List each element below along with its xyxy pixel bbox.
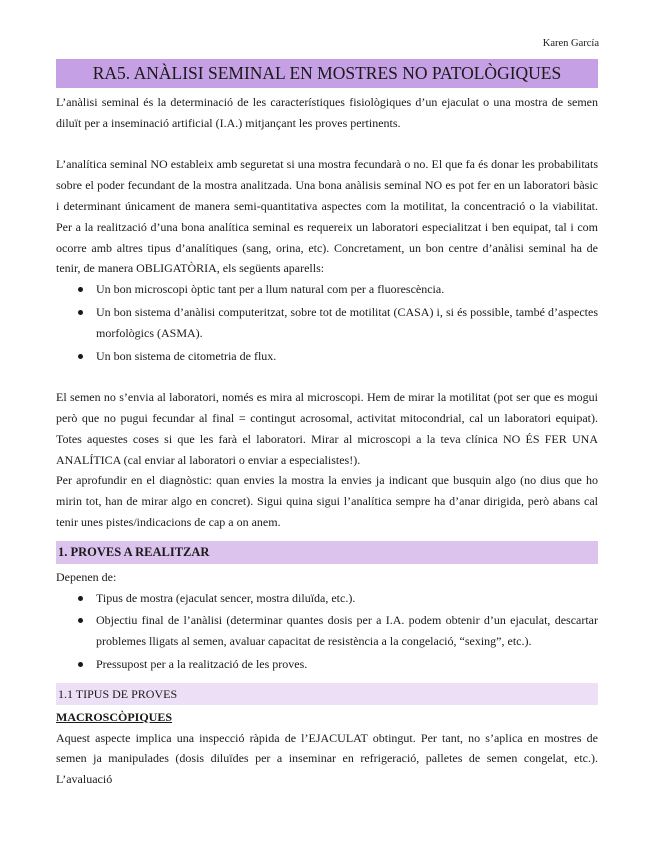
author-name: Karen García bbox=[542, 38, 599, 49]
section-heading: 1. PROVES A REALITZAR bbox=[56, 541, 598, 564]
list-item: Un bon sistema de citometria de flux. bbox=[56, 346, 598, 367]
document-body bbox=[56, 92, 598, 790]
list-item: Pressupost per a la realització de les proves. bbox=[56, 654, 598, 675]
analytics-paragraph: L’analítica seminal NO estableix amb seguretat si una mostra fecundarà o no. El que fa és donar les probabilitats sobre el poder fecundant de la mostra analitzada. Una bona anàlisis seminal NO es pot fer en un laboratori bàsic i determinant únicament de manera semi-quantitativa aspectes com la motilitat, la concentració o la viabilitat. Per a la realització d’una bona analítica seminal es requereix un laboratori especialitzat i ben equipat, tal i com ocorre amb altres tipus d’analítiques (sang, orina, etc). Concretament, un bon centre d’anàlisi seminal ha de tenir, de manera OBLIGATÒRIA, els següents aparells: bbox=[56, 157, 598, 276]
bullet-icon bbox=[78, 596, 83, 601]
bullet-icon bbox=[78, 310, 83, 315]
microscope-paragraph: El semen no s’envia al laboratori, només es mira al microscopi. Hem de mirar la motilitat (pot ser que es mogui però que no pugui fecundar al final = contingut acrosomal, activitat mitocondrial, cal un laboratori equipat). Totes aquestes coses si que les farà el laboratori. Mirar al microscopi a la teva clínica NO ÉS FER UNA ANALÍTICA (cal enviar al laboratori o enviar a especialistes!). bbox=[56, 390, 598, 467]
intro-paragraph: L’anàlisi seminal és la determinació de les característiques fisiològiques d’un ejaculat o una mostra de semen diluït per a inseminació artificial (I.A.) mitjançant les proves pertinents. bbox=[56, 95, 598, 130]
bullet-icon bbox=[78, 354, 83, 359]
subsection-heading: 1.1 TIPUS DE PROVES bbox=[56, 683, 598, 705]
macroscopic-paragraph: Aquest aspecte implica una inspecció ràpida de l’EJACULAT obtingut. Per tant, no s’aplica en mostres de semen ja manipulades (dosis diluïdes per a inseminar en refrigeració, palletes de semen congelat, etc.). L’avaluació bbox=[56, 730, 598, 787]
bullet-icon bbox=[78, 618, 83, 623]
diagnosis-paragraph: Per aprofundir en el diagnòstic: quan envies la mostra la envies ja indicant que busquin algo (no dius que ho mirin tot, han de mirar algo en concret). Sigui quina sigui l’analítica sempre ha d’anar dirigida, però abans cal tenir unes pistes/indicacions de cap a on anem. bbox=[56, 473, 598, 529]
list-item: Tipus de mostra (ejaculat sencer, mostra diluïda, etc.). bbox=[56, 588, 598, 609]
bullet-icon bbox=[78, 287, 83, 292]
list-item: Un bon microscopi òptic tant per a llum natural com per a fluorescència. bbox=[56, 279, 598, 300]
list-item: Un bon sistema d’anàlisi computeritzat, sobre tot de motilitat (CASA) i, si és possible, també d’aspectes morfològics (ASMA). bbox=[56, 302, 598, 344]
section-lead: Depenen de: bbox=[56, 569, 117, 584]
bullet-icon bbox=[78, 662, 83, 667]
document-title: RA5. ANÀLISI SEMINAL EN MOSTRES NO PATOLÒGIQUES bbox=[56, 59, 598, 88]
factors-list bbox=[56, 588, 598, 675]
list-item: Objectiu final de l’anàlisi (determinar quantes dosis per a I.A. podem obtenir d’un ejaculat, descartar problemes lligats al semen, avaluar capacitat de resistència a la congelació, “sexing”, etc.). bbox=[56, 610, 598, 652]
equipment-list bbox=[56, 279, 598, 366]
macroscopic-heading: MACROSCÒPIQUES bbox=[56, 709, 173, 724]
